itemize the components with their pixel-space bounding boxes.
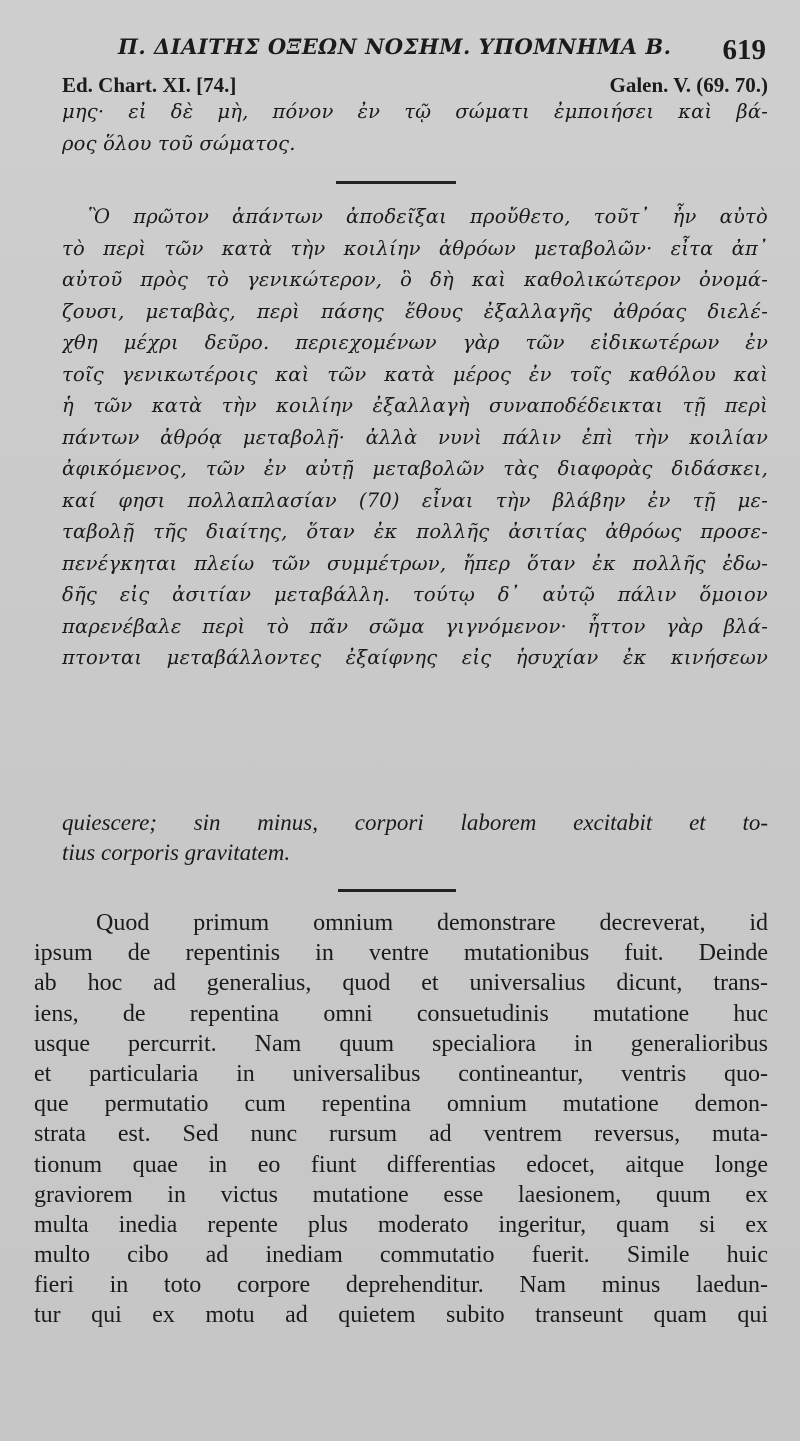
text-line: ἡ τῶν κατὰ τὴν κοιλίην ἐξαλλαγὴ συναποδέδεικται τῇ περὶ <box>62 394 768 417</box>
text-line: ipsum de repentinis in ventre mutationibus fuit. Deinde <box>34 940 768 967</box>
section-divider <box>338 889 456 892</box>
text-line: πενέγκηται πλείω τῶν συμμέτρων, ἤπερ ὅταν ἐκ πολλῆς ἐδω- <box>62 551 768 575</box>
text-line: multa inedia repente plus moderato ingeritur, quam si ex <box>34 1211 768 1238</box>
text-line: quiescere; sin minus, corpori laborem excitabit et to- <box>62 810 768 835</box>
text-line: τοῖς γενικωτέροις καὶ τῶν κατὰ μέρος ἐν τοῖς καθόλου καὶ <box>62 362 768 386</box>
page-number: 619 <box>722 34 766 66</box>
text-line: et particularia in universalibus contineantur, ventris quo- <box>34 1060 768 1087</box>
greek-commentary <box>62 201 768 674</box>
text-line: χθη μέχρι δεῦρο. περιεχομένων γὰρ τῶν εἰδικωτέρων ἐν <box>62 331 768 354</box>
text-line: ταβολῇ τῆς διαίτης, ὅταν ἐκ πολλῆς ἀσιτίας ἀθρόως προσε- <box>62 520 768 543</box>
text-line: τὸ περὶ τῶν κατὰ τὴν κοιλίην ἀθρόων μεταβολῶν· εἶτα ἀπ᾽ <box>62 236 768 260</box>
text-line: tur qui ex motu ad quietem subito transeunt quam qui <box>34 1302 768 1329</box>
text-line: graviorem in victus mutatione esse laesionem, quum ex <box>34 1181 768 1208</box>
edition-right: Galen. V. (69. 70.) <box>609 73 768 97</box>
text-line: tionum quae in eo fiunt differentias edocet, aitque longe <box>34 1151 768 1178</box>
text-line: πάντων ἀθρόᾳ μεταβολῇ· ἀλλὰ νυνὶ πάλιν ἐπὶ τὴν κοιλίαν <box>62 425 768 449</box>
latin-commentary <box>34 908 768 1331</box>
running-head <box>0 30 800 70</box>
section-divider <box>336 181 456 184</box>
text-line: strata est. Sed nunc rursum ad ventrem reversus, muta- <box>34 1121 768 1148</box>
text-line: μης· εἰ δὲ μὴ, πόνον ἐν τῷ σώματι ἐμποιήσει καὶ βά- <box>62 100 768 123</box>
text-line: ζουσι, μεταβὰς, περὶ πάσης ἔθους ἐξαλλαγῆς ἀθρόας διελέ- <box>62 299 768 323</box>
text-line: αὐτοῦ πρὸς τὸ γενικώτερον, ὃ δὴ καὶ καθολικώτερον ὀνομά- <box>62 268 768 291</box>
text-line: que permutatio cum repentina omnium mutatione demon- <box>34 1091 768 1118</box>
greek-paragraph-top <box>62 96 768 159</box>
text-line: fieri in toto corpore deprehenditur. Nam minus laedun- <box>34 1272 768 1299</box>
text-line: παρενέβαλε περὶ τὸ πᾶν σῶμα γιγνόμενον· ἧττον γὰρ βλά- <box>62 614 768 638</box>
text-line: καί φησι πολλαπλασίαν (70) εἶναι τὴν βλάβην ἐν τῇ με- <box>62 488 768 512</box>
text-line: Ὃ πρῶτον ἁπάντων ἀποδεῖξαι προὔθετο, τοῦτ᾽ ἦν αὐτὸ <box>88 205 768 228</box>
text-line: tius corporis gravitatem. <box>62 840 291 865</box>
text-line: multo cibo ad inediam commutatio fuerit. Simile huic <box>34 1242 768 1269</box>
text-line: πτονται μεταβάλλοντες ἐξαίφνης εἰς ἡσυχίαν ἐκ κινήσεων <box>62 646 768 669</box>
text-line: Quod primum omnium demonstrare decreverat, id <box>96 910 768 936</box>
latin-italic-paragraph <box>62 808 768 868</box>
edition-left: Ed. Chart. XI. [74.] <box>62 73 237 97</box>
running-title: Π. ΔΙΑΙΤΗΣ ΟΞΕΩΝ ΝΟΣΗΜ. ΥΠΟΜΝΗΜΑ Β. <box>118 34 672 59</box>
text-line: usque percurrit. Nam quum specialiora in generalioribus <box>34 1030 768 1057</box>
text-line: ρος ὅλου τοῦ σώματος. <box>62 131 296 155</box>
text-line: iens, de repentina omni consuetudinis mutatione huc <box>34 1000 768 1027</box>
text-line: ἀφικόμενος, τῶν ἐν αὐτῇ μεταβολῶν τὰς διαφορὰς διδάσκει, <box>62 457 768 480</box>
text-line: ab hoc ad generalius, quod et universalius dicunt, trans- <box>34 970 768 997</box>
text-line: δῆς εἰς ἀσιτίαν μεταβάλλη. τούτῳ δ᾽ αὐτῷ πάλιν ὅμοιον <box>62 583 768 606</box>
